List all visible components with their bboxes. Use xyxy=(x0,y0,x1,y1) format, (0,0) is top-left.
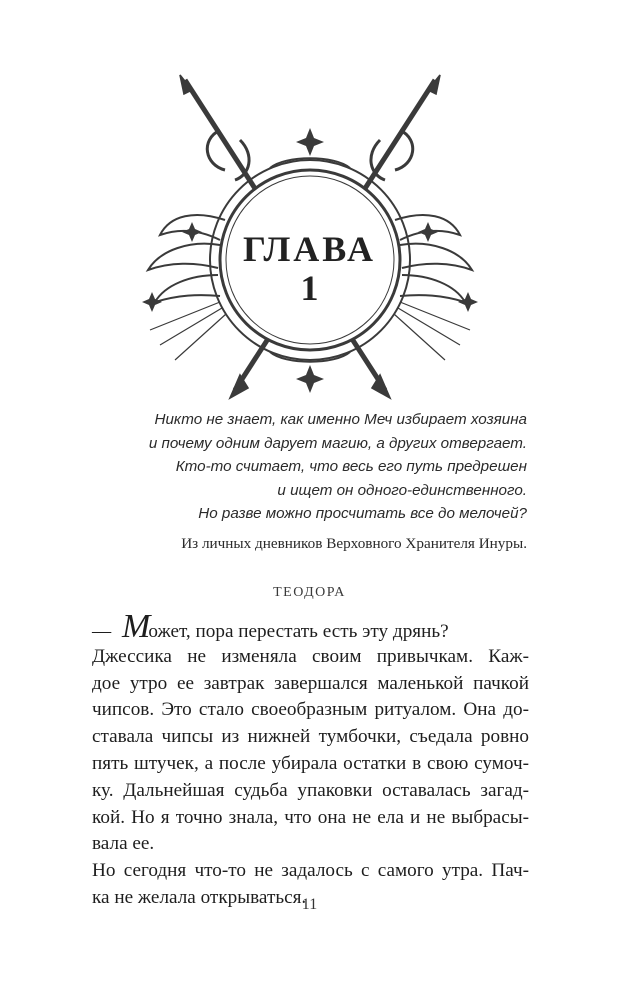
body-line: кой. Но я точно знала, что она не ела и не выбрасы- xyxy=(92,806,529,828)
body-line: чипсов. Это стало своеобразным ритуалом. Она до- xyxy=(92,699,529,721)
chapter-number: 1 xyxy=(300,268,319,308)
body-line: ку. Дальнейшая судьба упаковки оставалась загад- xyxy=(92,779,529,801)
body-line: вала ее. xyxy=(92,833,155,855)
body-line: пять штучек, а после убирала остатки в свою сумоч- xyxy=(92,752,529,774)
body-line: ка не желала открываться. xyxy=(92,886,307,908)
epigraph-line: и почему одним дарует магию, а других отвергает. xyxy=(148,434,527,452)
first-line xyxy=(92,608,529,645)
chapter-heading: ГЛАВА xyxy=(242,229,377,269)
epigraph xyxy=(87,408,527,526)
body-line: ставала чипсы из нижней тумбочки, съедала ровно xyxy=(92,726,529,748)
epigraph-line: Никто не знает, как именно Меч избирает хозяина xyxy=(154,411,527,428)
body-line: Но сегодня что-то не задалось с самого утра. Пач- xyxy=(92,860,529,882)
body-line: дое утро ее завтрак завершался маленькой пачкой xyxy=(92,672,529,694)
dialogue-dash: — xyxy=(92,621,112,642)
epigraph-line: и ищет он одного-единственного. xyxy=(277,481,527,499)
body-line: Джессика не изменяла своим привычкам. Каж- xyxy=(92,645,529,667)
first-line-text: ожет, пора перестать есть эту дрянь? xyxy=(148,621,449,642)
body-text xyxy=(92,608,529,912)
drop-cap: М xyxy=(122,608,149,645)
page-number: 11 xyxy=(301,896,318,913)
epigraph-line: Но разве можно просчитать все до мелочей? xyxy=(198,505,527,522)
pov-heading: ТЕОДОРА xyxy=(273,585,346,600)
epigraph-source: Из личных дневников Верховного Хранителя Инуры. xyxy=(181,535,527,552)
epigraph-line: Кто-то считает, что весь его путь предрешен xyxy=(175,458,527,475)
